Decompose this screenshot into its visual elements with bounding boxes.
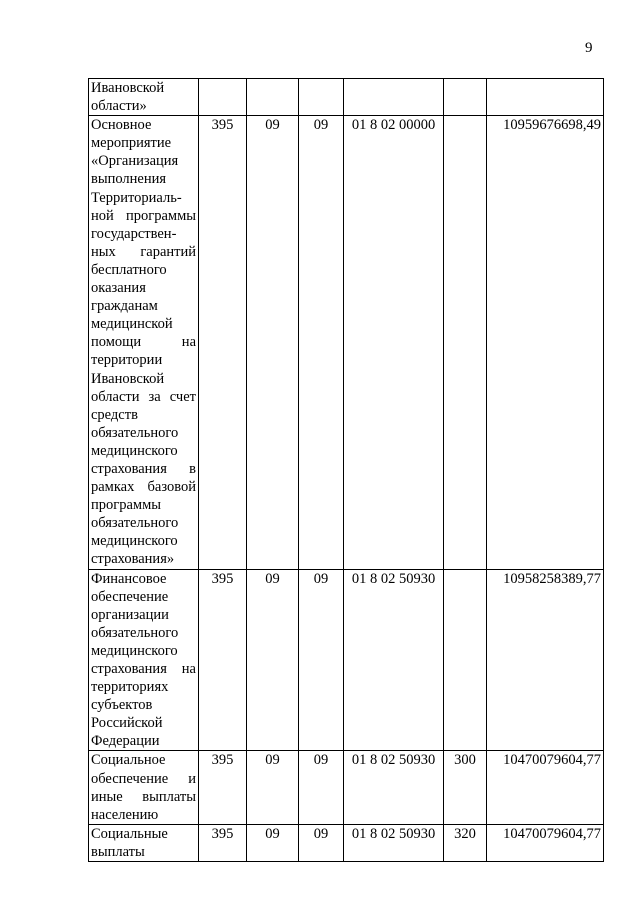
name-line: программы: [91, 497, 161, 514]
name-line: области»: [91, 98, 147, 115]
name-line: «Организация: [91, 153, 179, 170]
expense-type-cell: 300: [444, 751, 487, 824]
name-line: выплаты: [91, 843, 145, 860]
expense-type-cell: 320: [444, 824, 487, 861]
amount-cell: 10958258389,77: [487, 569, 604, 751]
name-line: страхования на: [91, 661, 196, 677]
subsection-cell: 09: [299, 116, 344, 569]
name-line: обеспечение и: [91, 770, 196, 787]
row-name-cell: [89, 751, 199, 824]
name-line: медицинской: [91, 316, 173, 333]
name-line: организации: [91, 606, 169, 623]
name-line: медицинского: [91, 642, 178, 659]
row-name-cell: [89, 116, 199, 569]
name-line: Федерации: [91, 733, 160, 750]
target-article-cell: 01 8 02 50930: [344, 751, 444, 824]
target-article-cell: [344, 79, 444, 116]
code-cell: [199, 79, 247, 116]
name-line: населению: [91, 806, 159, 823]
name-line: государствен-: [91, 225, 177, 242]
name-line: области за счет: [91, 388, 196, 405]
target-article-cell: 01 8 02 00000: [344, 116, 444, 569]
name-line: Социальные: [91, 825, 168, 842]
subsection-cell: [299, 79, 344, 116]
name-line: медицинского: [91, 442, 178, 459]
amount-cell: 10470079604,77: [487, 751, 604, 824]
amount-cell: 10959676698,49: [487, 116, 604, 569]
expense-type-cell: [444, 79, 487, 116]
code-cell: 395: [199, 569, 247, 751]
code-cell: 395: [199, 824, 247, 861]
amount-cell: [487, 79, 604, 116]
name-line: Ивановской: [91, 370, 165, 387]
section-cell: [247, 79, 299, 116]
name-line: обязательного: [91, 424, 179, 441]
name-line: обязательного: [91, 515, 179, 532]
table-row: [89, 569, 604, 751]
row-name-cell: [89, 569, 199, 751]
table-body: [89, 79, 604, 862]
name-line: выполнения: [91, 171, 167, 188]
row-name-cell: [89, 79, 199, 116]
expense-type-cell: [444, 569, 487, 751]
name-line: гражданам: [91, 298, 158, 315]
row-name-cell: [89, 824, 199, 861]
code-cell: 395: [199, 116, 247, 569]
target-article-cell: 01 8 02 50930: [344, 569, 444, 751]
name-line: рамках базовой: [91, 479, 196, 496]
name-line: территории: [91, 352, 163, 369]
expense-type-cell: [444, 116, 487, 569]
table-row: [89, 79, 604, 116]
name-line: иные выплаты: [91, 788, 196, 805]
section-cell: 09: [247, 116, 299, 569]
name-line: ной программы: [91, 207, 196, 224]
name-line: страхования»: [91, 551, 175, 568]
budget-table: [88, 78, 604, 862]
amount-cell: 10470079604,77: [487, 824, 604, 861]
name-line: мероприятие: [91, 135, 172, 152]
section-cell: 09: [247, 569, 299, 751]
subsection-cell: 09: [299, 751, 344, 824]
table-row: [89, 751, 604, 824]
name-line: Российской: [91, 715, 163, 732]
name-line: Социальное: [91, 752, 166, 769]
name-line: Ивановской: [91, 80, 165, 96]
section-cell: 09: [247, 751, 299, 824]
section-cell: 09: [247, 824, 299, 861]
name-line: обеспечение: [91, 588, 169, 605]
subsection-cell: 09: [299, 569, 344, 751]
name-line: помощи на: [91, 334, 196, 351]
table-row: [89, 116, 604, 569]
name-line: медицинского: [91, 533, 178, 550]
name-line: Основное: [91, 117, 152, 134]
name-line: Финансовое: [91, 570, 167, 587]
code-cell: 395: [199, 751, 247, 824]
name-line: ных гарантий: [91, 243, 196, 260]
target-article-cell: 01 8 02 50930: [344, 824, 444, 861]
subsection-cell: 09: [299, 824, 344, 861]
name-line: субъектов: [91, 697, 153, 714]
table-row: [89, 824, 604, 861]
name-line: оказания: [91, 280, 146, 297]
name-line: средств: [91, 406, 138, 423]
name-line: территориях: [91, 679, 169, 696]
name-line: Территориаль-: [91, 189, 182, 206]
name-line: бесплатного: [91, 261, 167, 278]
name-line: обязательного: [91, 624, 179, 641]
page-number: 9: [585, 40, 593, 56]
name-line: страхования в: [91, 460, 196, 477]
